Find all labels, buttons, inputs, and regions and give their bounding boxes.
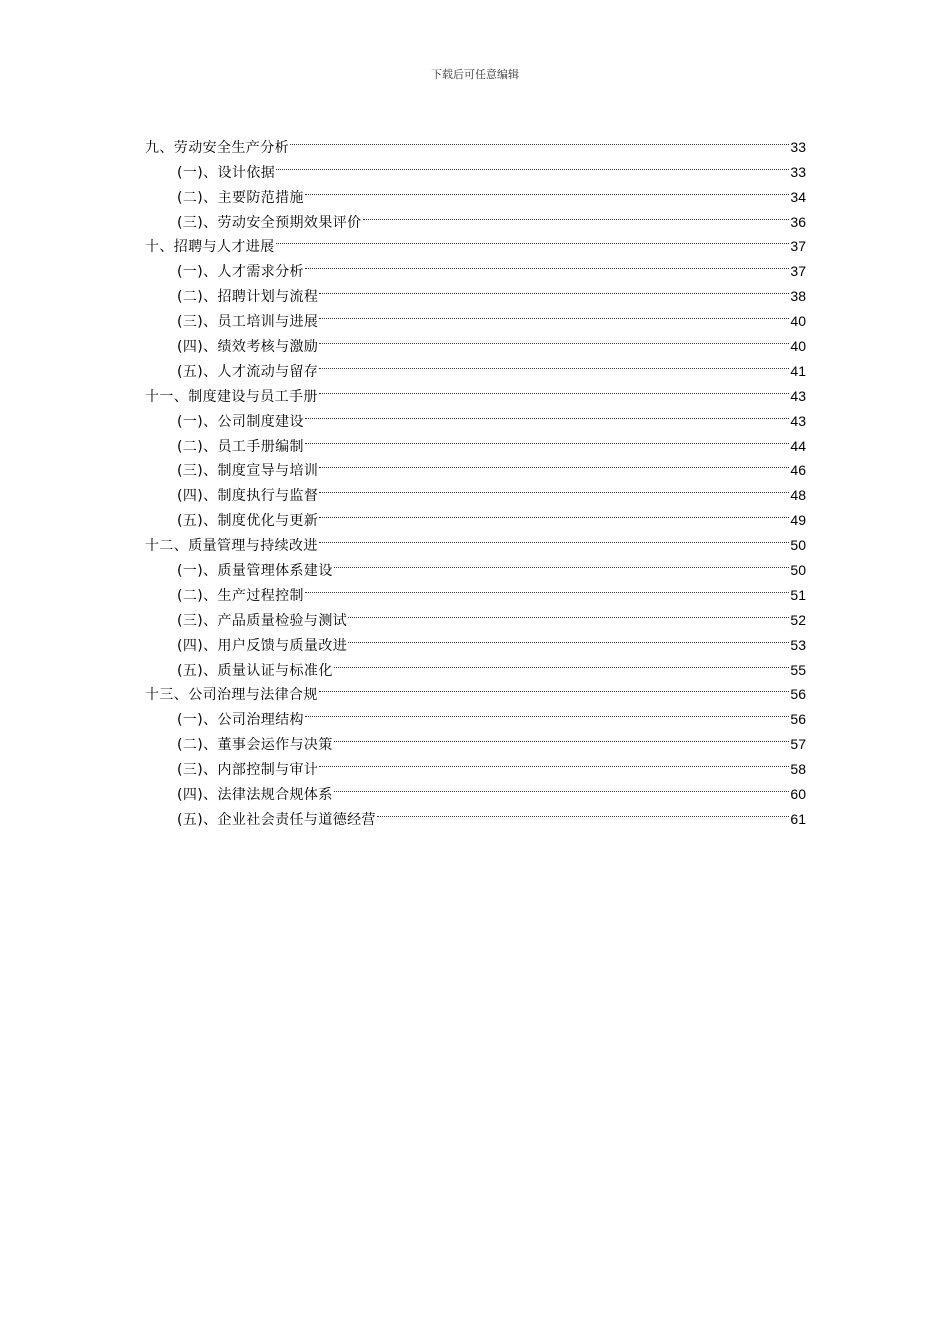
toc-dot-leader xyxy=(305,575,789,600)
toc-dot-leader xyxy=(319,475,789,500)
toc-entry-title: (二)、员工手册编制 xyxy=(177,438,304,455)
toc-entry-title: (一)、公司制度建设 xyxy=(177,413,304,430)
toc-entry-title: (二)、董事会运作与决策 xyxy=(177,737,333,754)
toc-entry-title: (二)、招聘计划与流程 xyxy=(177,289,319,306)
toc-entry-title: (一)、人才需求分析 xyxy=(177,264,304,281)
toc-page-number: 56 xyxy=(790,686,806,703)
toc-dot-leader xyxy=(319,376,790,401)
toc-dot-leader xyxy=(377,799,789,824)
toc-entry-title: (三)、劳动安全预期效果评价 xyxy=(177,214,362,231)
toc-dot-leader xyxy=(348,600,789,625)
toc-entry-title: (一)、设计依据 xyxy=(177,164,276,181)
toc-page-number: 40 xyxy=(790,338,806,355)
toc-dot-leader xyxy=(319,301,789,326)
toc-page-number: 33 xyxy=(790,163,806,180)
toc-dot-leader xyxy=(319,326,789,351)
toc-page-number: 53 xyxy=(790,636,806,653)
toc-dot-leader xyxy=(334,724,790,749)
toc-dot-leader xyxy=(334,650,790,675)
toc-page-number: 36 xyxy=(790,213,806,230)
toc-page-number: 37 xyxy=(790,238,806,255)
toc-dot-leader xyxy=(319,451,789,476)
toc-entry-title: (一)、公司治理结构 xyxy=(177,712,304,729)
toc-entry-title: (三)、产品质量检验与测试 xyxy=(177,612,348,629)
toc-page-number: 49 xyxy=(790,512,806,529)
toc-entry-title: 十一、制度建设与员工手册 xyxy=(145,388,318,405)
toc-entry-title: (三)、内部控制与审计 xyxy=(177,762,319,779)
toc-entry-title: (五)、质量认证与标准化 xyxy=(177,662,333,679)
toc-dot-leader xyxy=(319,675,790,700)
toc-entry-title: 十、招聘与人才进展 xyxy=(145,239,275,256)
toc-entry-title: (四)、制度执行与监督 xyxy=(177,488,319,505)
toc-dot-leader xyxy=(305,251,789,276)
toc-page-number: 50 xyxy=(790,537,806,554)
toc-entry-title: (二)、主要防范措施 xyxy=(177,189,304,206)
toc-page-number: 41 xyxy=(790,362,806,379)
toc-dot-leader xyxy=(319,276,789,301)
toc-page-number: 34 xyxy=(790,188,806,205)
toc-page-number: 52 xyxy=(790,611,806,628)
toc-page-number: 61 xyxy=(790,810,806,827)
toc-page-number: 58 xyxy=(790,761,806,778)
toc-dot-leader xyxy=(334,774,790,799)
toc-entry-title: (三)、员工培训与进展 xyxy=(177,314,319,331)
toc-page-number: 43 xyxy=(790,412,806,429)
toc-dot-leader xyxy=(276,227,790,252)
toc-entry-title: (三)、制度宣导与培训 xyxy=(177,463,319,480)
toc-page-number: 33 xyxy=(790,138,806,155)
toc-page-number: 40 xyxy=(790,313,806,330)
toc-dot-leader xyxy=(319,749,789,774)
toc-dot-leader xyxy=(276,152,789,177)
toc-dot-leader xyxy=(319,500,789,525)
toc-dot-leader xyxy=(334,550,790,575)
toc-page-number: 48 xyxy=(790,487,806,504)
toc-page-number: 51 xyxy=(790,586,806,603)
toc-dot-leader xyxy=(305,699,789,724)
toc-entry-title: (五)、企业社会责任与道德经营 xyxy=(177,811,376,828)
toc-entry-title: 十二、质量管理与持续改进 xyxy=(145,538,318,555)
toc-entry-title: (四)、用户反馈与质量改进 xyxy=(177,637,348,654)
table-of-contents xyxy=(145,127,806,828)
toc-dot-leader xyxy=(305,177,789,202)
toc-page-number: 46 xyxy=(790,462,806,479)
toc-page-number: 60 xyxy=(790,786,806,803)
toc-page-number: 56 xyxy=(790,711,806,728)
toc-page-number: 43 xyxy=(790,387,806,404)
toc-dot-leader xyxy=(319,525,790,550)
toc-dot-leader xyxy=(363,202,790,227)
toc-page-number: 55 xyxy=(790,661,806,678)
toc-page-number: 37 xyxy=(790,263,806,280)
toc-dot-leader xyxy=(305,401,789,426)
toc-page-number: 44 xyxy=(790,437,806,454)
page-header: 下载后可任意编辑 xyxy=(431,68,519,81)
toc-entry-title: (四)、法律法规合规体系 xyxy=(177,787,333,804)
toc-page-number: 57 xyxy=(790,736,806,753)
toc-entry-title: (四)、绩效考核与激励 xyxy=(177,339,319,356)
toc-entry-title: 十三、公司治理与法律合规 xyxy=(145,687,318,704)
toc-entry-title: (二)、生产过程控制 xyxy=(177,587,304,604)
toc-entry-title: 九、劳动安全生产分析 xyxy=(145,139,289,156)
toc-entry-title: (五)、人才流动与留存 xyxy=(177,363,319,380)
toc-chapter-entry[interactable] xyxy=(145,127,806,156)
toc-dot-leader xyxy=(348,625,789,650)
toc-page-number: 50 xyxy=(790,562,806,579)
toc-page-number: 38 xyxy=(790,288,806,305)
toc-dot-leader xyxy=(290,127,789,152)
toc-dot-leader xyxy=(305,426,789,451)
toc-entry-title: (一)、质量管理体系建设 xyxy=(177,563,333,580)
toc-entry-title: (五)、制度优化与更新 xyxy=(177,513,319,530)
toc-dot-leader xyxy=(319,351,789,376)
